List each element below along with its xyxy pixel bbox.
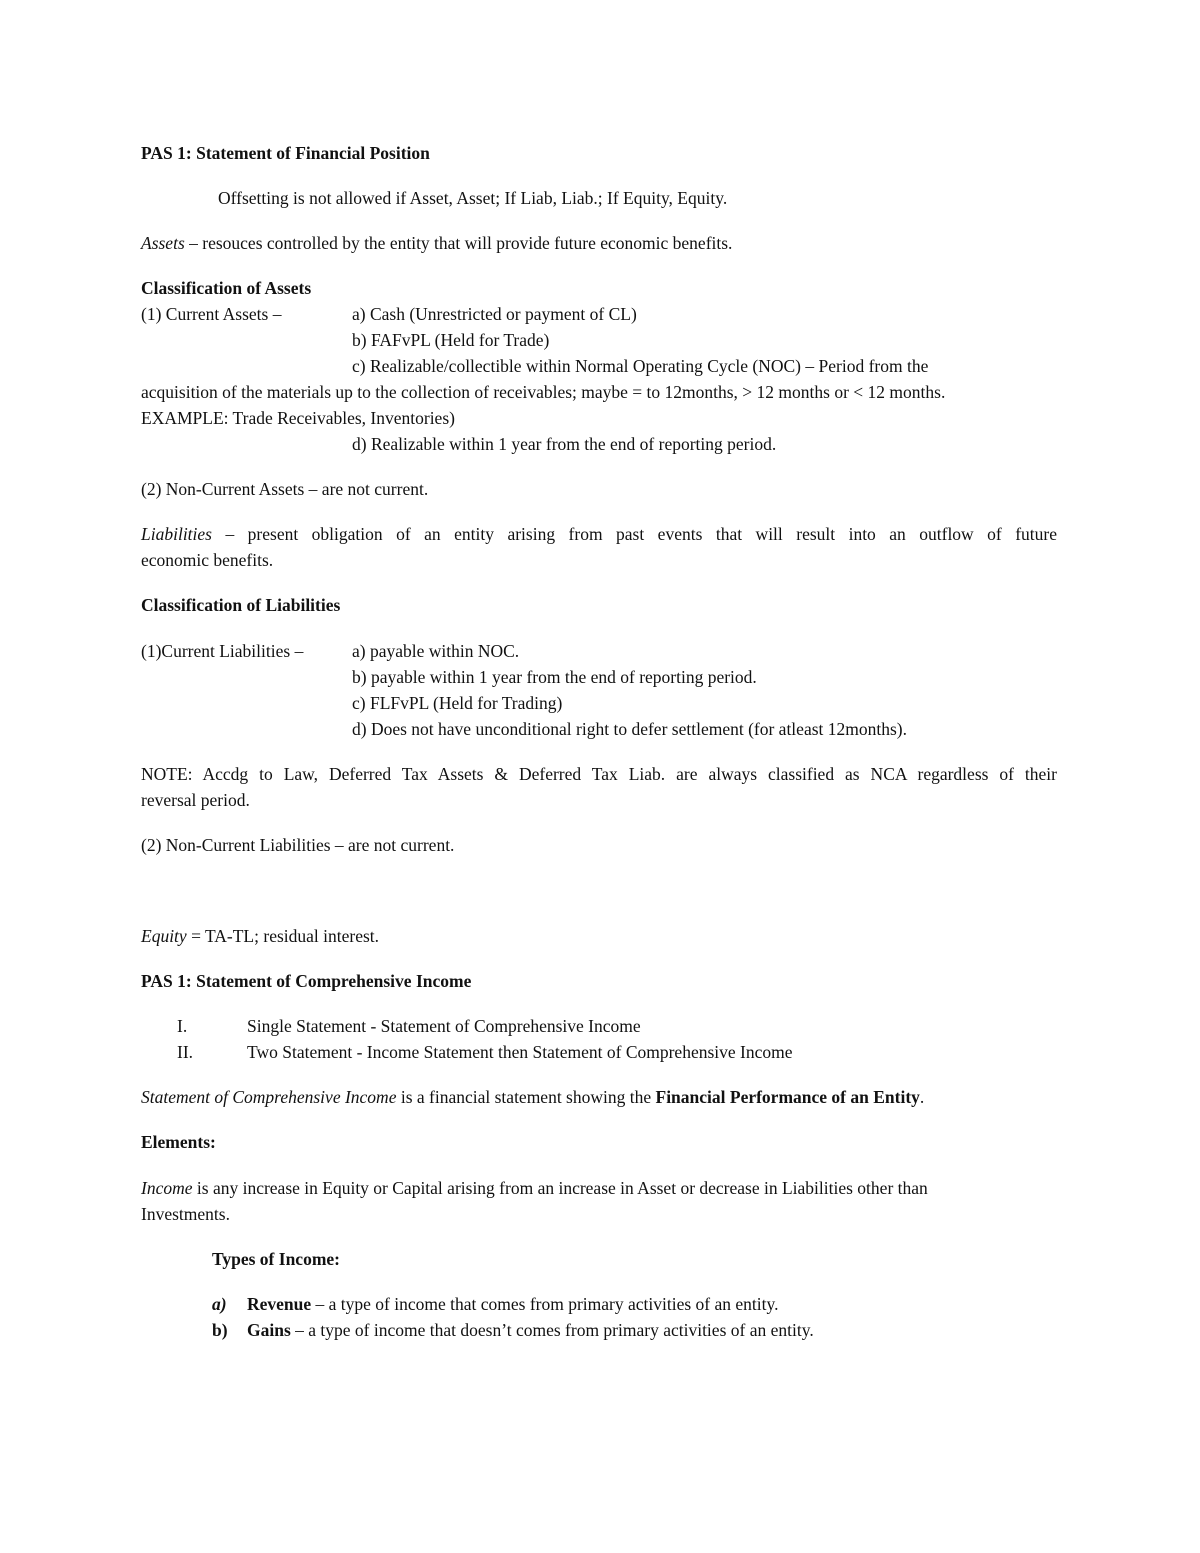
income-type-text: [247, 1293, 779, 1315]
income-type-term: Revenue: [247, 1294, 312, 1314]
roman-item-text: Two Statement - Income Statement then Statement of Comprehensive Income: [247, 1042, 793, 1062]
note-line2: reversal period.: [141, 790, 250, 810]
noncurrent-liabilities: (2) Non-Current Liabilities – are not current.: [141, 835, 455, 855]
sci-bold-text: Financial Performance of an Entity: [655, 1087, 920, 1107]
current-assets-item-c-continued: acquisition of the materials up to the collection of receivables; maybe = to 12months, > 12 months or < 12 months.: [141, 382, 946, 402]
liabilities-def-text: – present obligation of an entity arising from past events that will result into an outflow of future: [211, 524, 1057, 544]
current-liabilities-item-b: b) payable within 1 year from the end of reporting period.: [352, 667, 757, 687]
current-assets-item-d: d) Realizable within 1 year from the end of reporting period.: [352, 434, 777, 454]
assets-term: Assets: [141, 233, 185, 253]
assets-classification-heading: Classification of Assets: [141, 278, 312, 298]
income-def-text: is any increase in Equity or Capital arising from an increase in Asset or decrease in Liabilities other than: [192, 1178, 928, 1198]
income-term: Income: [141, 1178, 193, 1198]
liabilities-term: Liabilities: [141, 524, 212, 544]
sci-term: Statement of Comprehensive Income: [141, 1087, 397, 1107]
current-assets-item-b: b) FAFvPL (Held for Trade): [352, 330, 550, 350]
equity-term: Equity: [141, 926, 187, 946]
types-of-income-heading: Types of Income:: [212, 1249, 340, 1269]
income-type-term: Gains: [247, 1320, 291, 1340]
sci-end-text: .: [919, 1087, 925, 1107]
sci-definition: [141, 1086, 924, 1108]
current-assets-item-c: c) Realizable/collectible within Normal Operating Cycle (NOC) – Period from the: [352, 356, 929, 376]
offsetting-rule: Offsetting is not allowed if Asset, Asset; If Liab, Liab.; If Equity, Equity.: [218, 188, 728, 208]
section-title-financial-position: PAS 1: Statement of Financial Position: [141, 143, 430, 163]
current-liabilities-item-d: d) Does not have unconditional right to defer settlement (for atleast 12months).: [352, 719, 907, 739]
current-assets-example: EXAMPLE: Trade Receivables, Inventories): [141, 408, 455, 428]
elements-heading: Elements:: [141, 1132, 216, 1152]
section-title-comprehensive-income: PAS 1: Statement of Comprehensive Income: [141, 971, 472, 991]
income-definition-line1: [141, 1177, 928, 1199]
current-liabilities-label: (1)Current Liabilities –: [141, 641, 304, 661]
income-definition-line2: Investments.: [141, 1204, 230, 1224]
current-liabilities-item-a: a) payable within NOC.: [352, 641, 520, 661]
liabilities-definition-line1: [141, 523, 1057, 545]
assets-definition: [141, 232, 732, 254]
note-line1: NOTE: Accdg to Law, Deferred Tax Assets & Deferred Tax Liab. are always classified as NCA regardless of their: [141, 764, 1057, 784]
income-type-marker: b): [212, 1320, 228, 1340]
roman-numeral: II.: [177, 1042, 194, 1062]
roman-item-text: Single Statement - Statement of Comprehensive Income: [247, 1016, 641, 1036]
roman-numeral: I.: [177, 1016, 188, 1036]
noncurrent-assets: (2) Non-Current Assets – are not current.: [141, 479, 429, 499]
current-liabilities-item-c: c) FLFvPL (Held for Trading): [352, 693, 563, 713]
income-type-marker: a): [212, 1294, 227, 1314]
sci-mid-text: is a financial statement showing the: [396, 1087, 656, 1107]
equity-definition: [141, 925, 379, 947]
liabilities-definition-line2: economic benefits.: [141, 550, 274, 570]
income-type-def: – a type of income that doesn’t comes from primary activities of an entity.: [290, 1320, 814, 1340]
income-type-def: – a type of income that comes from primary activities of an entity.: [311, 1294, 779, 1314]
income-type-text: [247, 1319, 814, 1341]
equity-def-text: = TA-TL; residual interest.: [186, 926, 380, 946]
current-assets-label: (1) Current Assets –: [141, 304, 282, 324]
assets-def-text: – resouces controlled by the entity that will provide future economic benefits.: [184, 233, 733, 253]
current-assets-item-a: a) Cash (Unrestricted or payment of CL): [352, 304, 637, 324]
liabilities-classification-heading: Classification of Liabilities: [141, 595, 341, 615]
